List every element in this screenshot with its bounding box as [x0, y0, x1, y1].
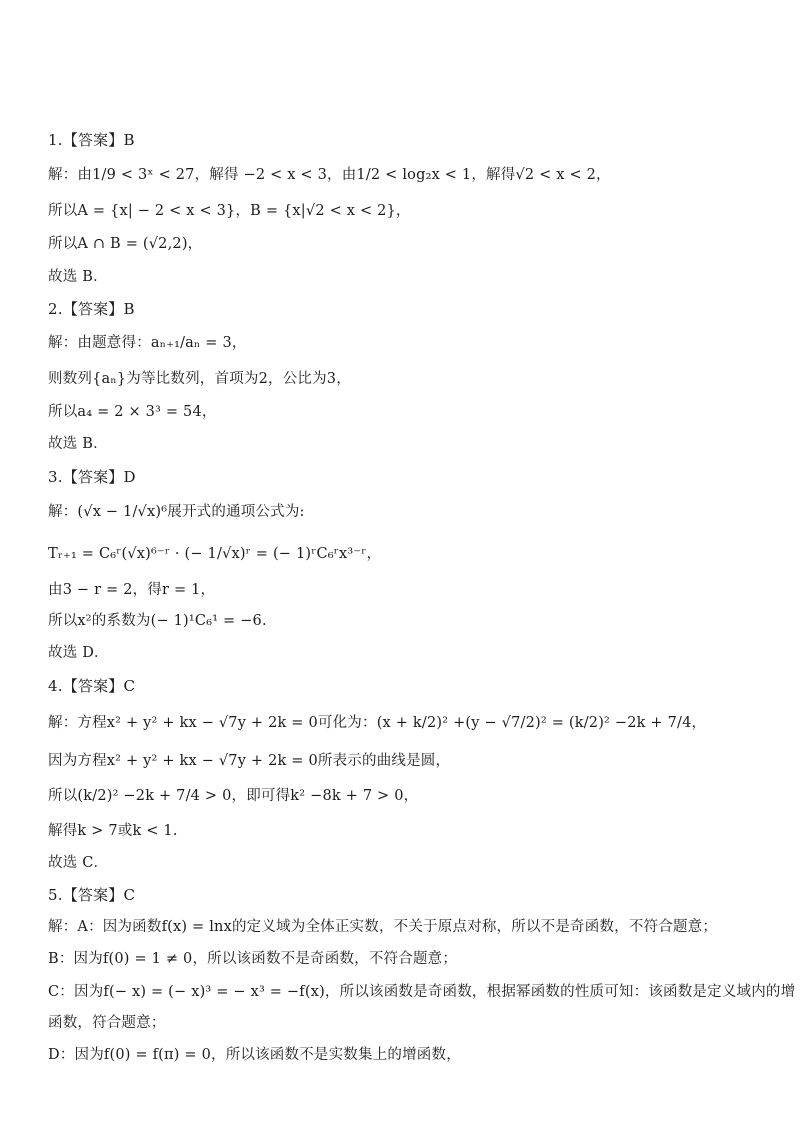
solution-line: 因为方程x² + y² + kx − √7y + 2k = 0所表示的曲线是圆， — [48, 753, 451, 769]
solution-line: 所以A = {x| − 2 < x < 3}，B = {x|√2 < x < 2}， — [48, 203, 411, 219]
answer-heading-3: 3.【答案】D — [48, 468, 136, 486]
solution-line: Tᵣ₊₁ = C₆ʳ(√x)⁶⁻ʳ · (− 1/√x)ʳ = (− 1)ʳC₆ʳx³⁻ʳ， — [48, 546, 382, 562]
solution-line: 则数列{aₙ}为等比数列，首项为2，公比为3， — [48, 371, 351, 387]
solution-line: 所以A ∩ B = (√2,2)， — [48, 236, 203, 252]
solution-line: 故选 C． — [48, 855, 109, 871]
solution-line: 所以a₄ = 2 × 3³ = 54， — [48, 404, 217, 420]
solution-line: 解：(√x − 1/√x)⁶展开式的通项公式为: — [48, 504, 305, 520]
solution-line: 故选 B． — [48, 436, 108, 452]
solution-line: C：因为f(− x) = (− x)³ = − x³ = −f(x)，所以该函数是奇函数，根据幂函数的性质可知：该函数是定义域内的增 — [48, 984, 796, 1000]
solution-line: 故选 D． — [48, 645, 109, 661]
solution-line: 解：A：因为函数f(x) = lnx的定义域为全体正实数，不关于原点对称，所以不是奇函数，不符合题意； — [48, 919, 718, 935]
answer-heading-5: 5.【答案】C — [48, 886, 136, 904]
answer-heading-1: 1.【答案】B — [48, 131, 135, 149]
solution-line: 故选 B． — [48, 269, 108, 285]
solution-line: 所以(k/2)² −2k + 7/4 > 0，即可得k² −8k + 7 > 0， — [48, 788, 419, 804]
solution-line: B：因为f(0) = 1 ≠ 0，所以该函数不是奇函数，不符合题意； — [48, 951, 458, 967]
solution-line: 函数，符合题意； — [48, 1015, 166, 1031]
solution-line: 由3 − r = 2，得r = 1， — [48, 582, 216, 598]
solution-line: 解：方程x² + y² + kx − √7y + 2k = 0可化为：(x + k/2)² +(y − √7/2)² = (k/2)² −2k + 7/4， — [48, 715, 707, 731]
answer-heading-2: 2.【答案】B — [48, 300, 135, 318]
solution-line: D：因为f(0) = f(π) = 0，所以该函数不是实数集上的增函数， — [48, 1047, 461, 1063]
solution-line: 解：由1/9 < 3ˣ < 27，解得 −2 < x < 3，由1/2 < log₂x < 1，解得√2 < x < 2， — [48, 167, 611, 183]
answer-heading-4: 4.【答案】C — [48, 677, 136, 695]
solution-line: 解得k > 7或k < 1. — [48, 823, 178, 839]
solution-line: 解：由题意得：aₙ₊₁/aₙ = 3， — [48, 335, 247, 351]
solution-line: 所以x²的系数为(− 1)¹C₆¹ = −6. — [48, 613, 267, 629]
